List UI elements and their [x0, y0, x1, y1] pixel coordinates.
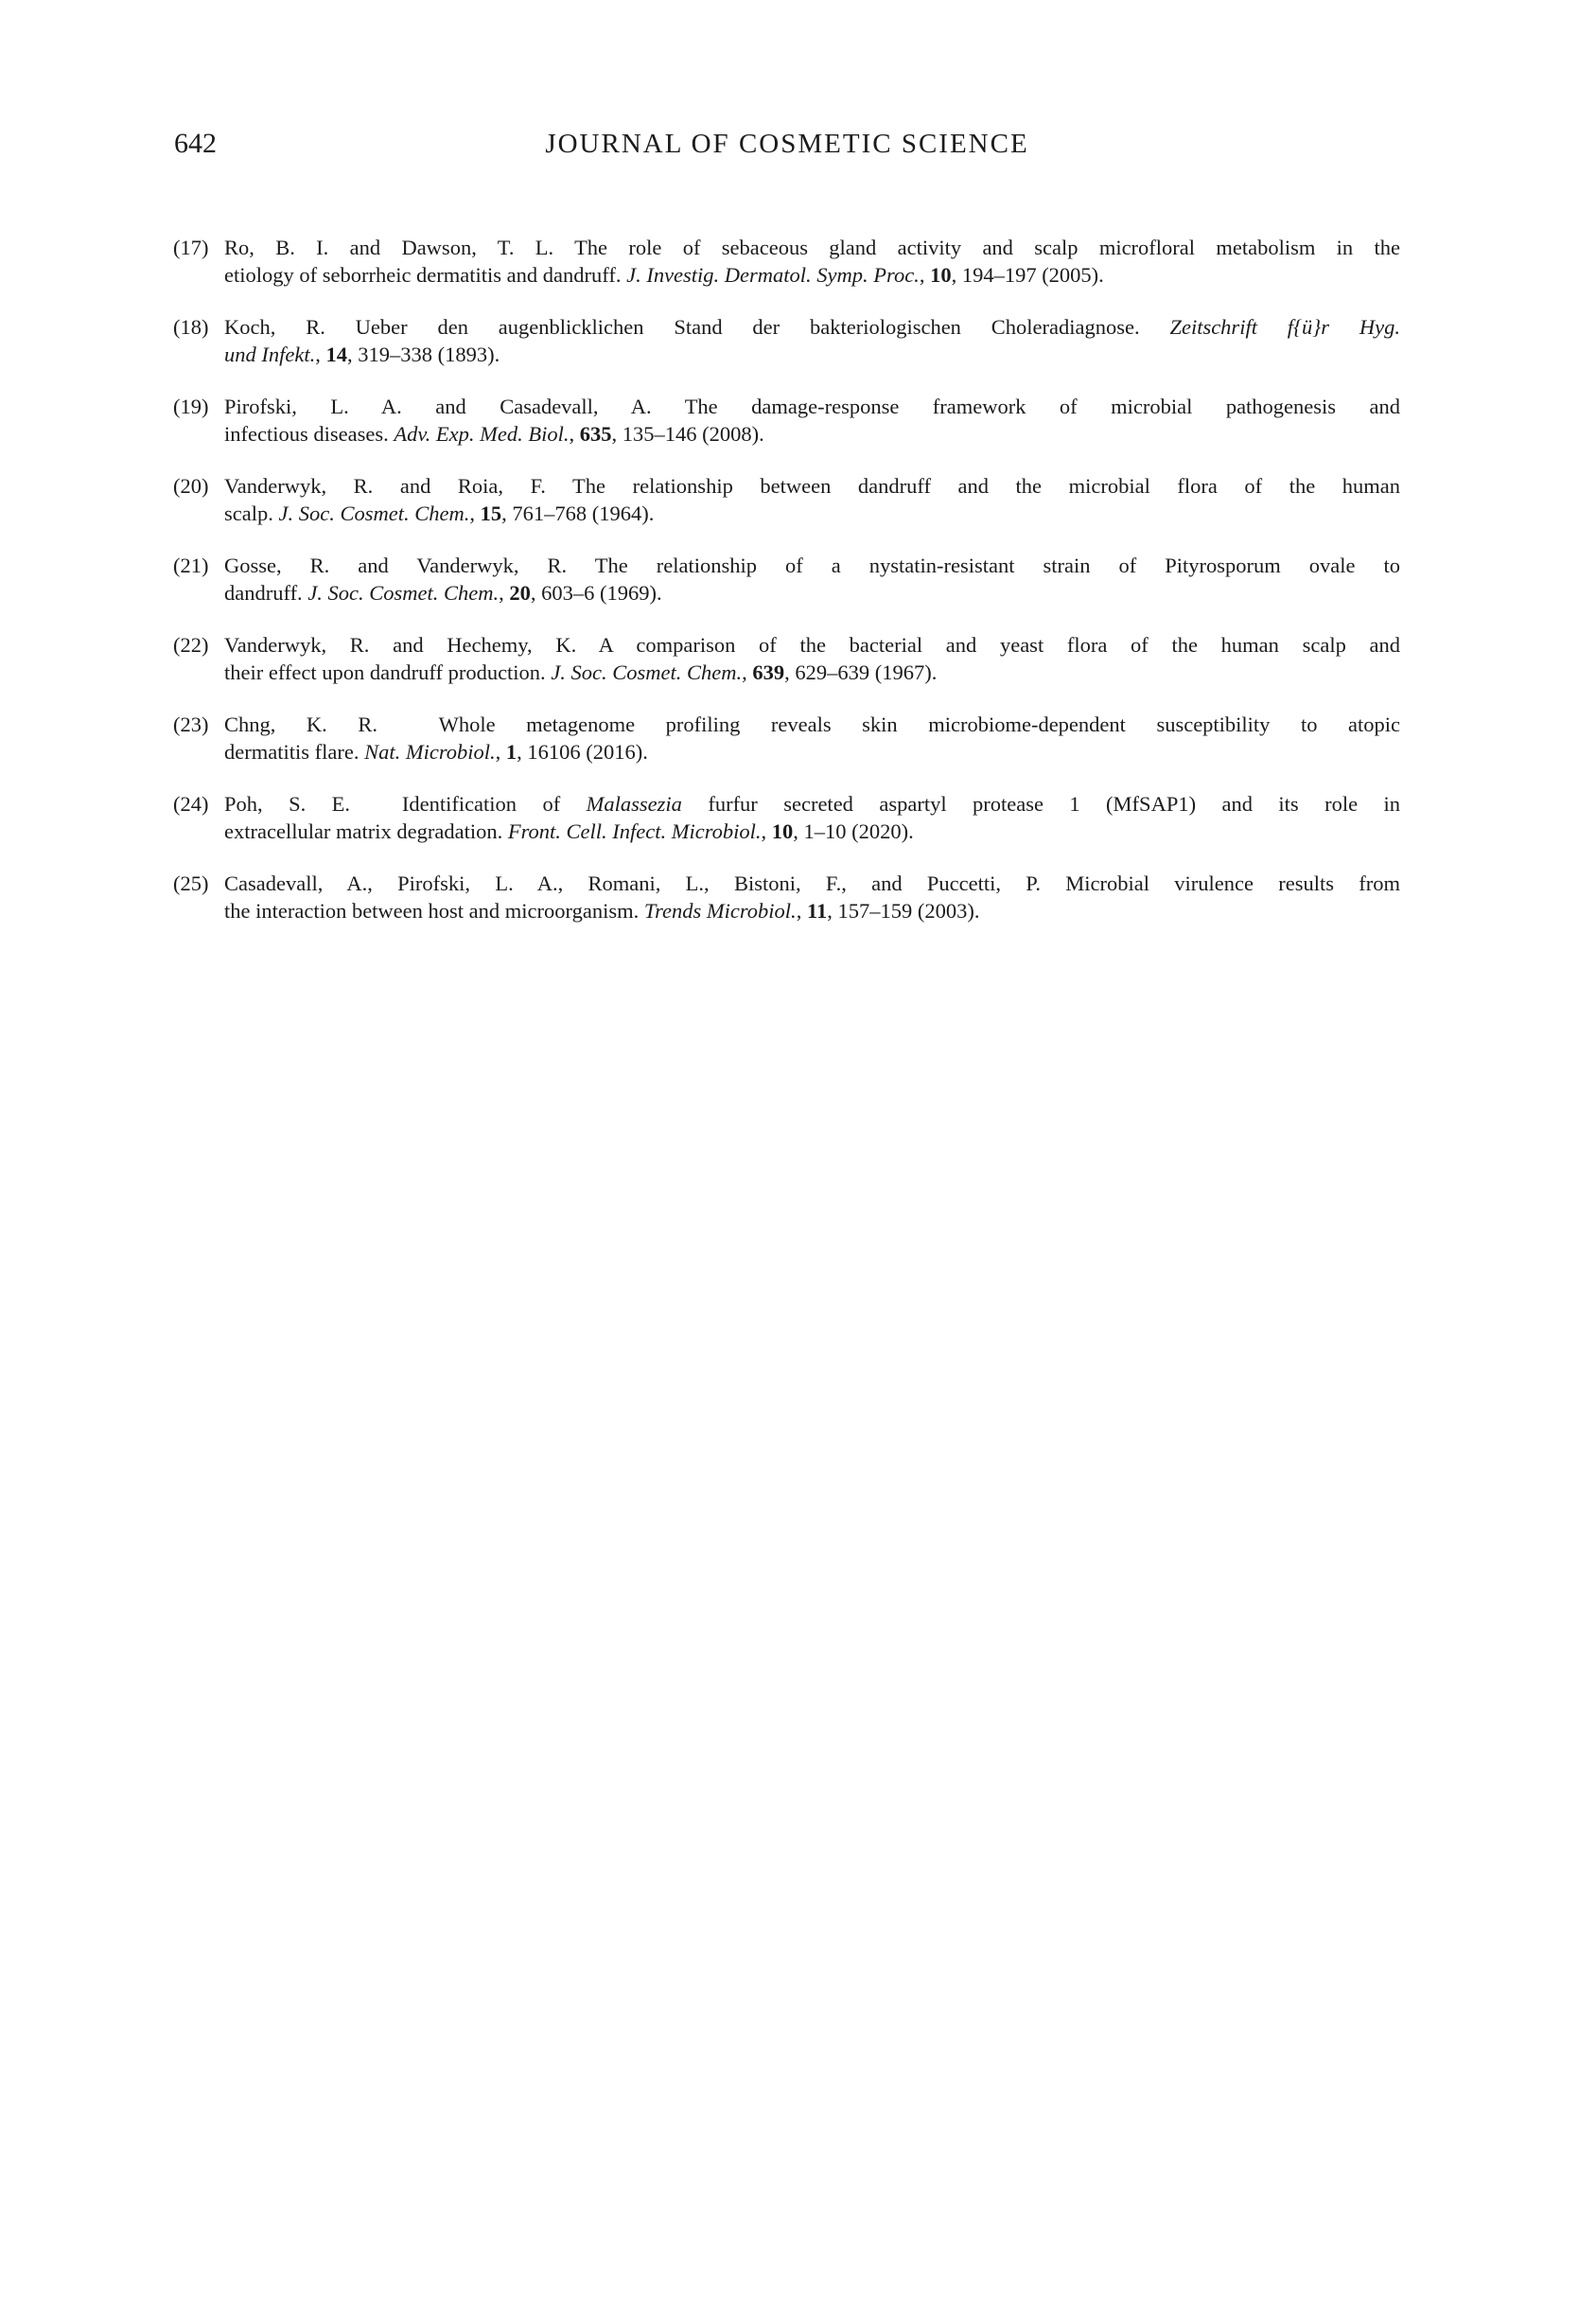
text-segment: Chng, K. R. Whole metagenome profiling reveals skin microbiome-dependent susceptibility to atopic	[224, 713, 1400, 736]
page-header	[174, 125, 1400, 165]
reference-line	[224, 500, 1400, 527]
reference-line	[224, 631, 1400, 659]
reference-number: (18)	[173, 315, 209, 339]
references-list	[173, 234, 1400, 949]
reference-line	[224, 420, 1400, 448]
volume-number: 15	[480, 502, 502, 525]
reference-line	[224, 738, 1400, 766]
text-segment: , 1–10 (2020).	[793, 819, 914, 843]
reference-item	[173, 870, 1400, 924]
text-segment: etiology of seborrheic dermatitis and dandruff.	[224, 263, 627, 287]
text-segment: ,	[742, 660, 753, 684]
italic-segment: Nat. Microbiol.	[364, 740, 496, 764]
reference-number: (24)	[173, 792, 209, 816]
reference-line	[224, 261, 1400, 289]
reference-number: (25)	[173, 871, 209, 895]
text-segment: , 135–146 (2008).	[611, 422, 764, 446]
text-segment: the interaction between host and microorganism.	[224, 899, 644, 923]
reference-line	[224, 870, 1400, 897]
text-segment: scalp.	[224, 502, 279, 525]
volume-number: 14	[325, 343, 347, 366]
reference-item	[173, 790, 1400, 845]
text-segment: Gosse, R. and Vanderwyk, R. The relationship of a nystatin-resistant strain of Pityrosporum ovale to	[224, 554, 1400, 577]
text-segment: ,	[499, 581, 510, 605]
reference-item	[173, 472, 1400, 527]
italic-segment: J. Soc. Cosmet. Chem.	[278, 502, 470, 525]
text-segment: extracellular matrix degradation.	[224, 819, 508, 843]
text-segment: , 319–338 (1893).	[346, 343, 500, 366]
volume-number: 10	[771, 819, 794, 843]
page-number: 642	[174, 128, 217, 159]
reference-text	[224, 790, 1400, 845]
text-segment: infectious diseases.	[224, 422, 395, 446]
reference-line	[224, 579, 1400, 607]
text-segment: , 629–639 (1967).	[784, 660, 938, 684]
journal-title: JOURNAL OF COSMETIC SCIENCE	[545, 129, 1029, 159]
volume-number: 11	[806, 899, 828, 923]
reference-text	[224, 552, 1400, 607]
reference-text	[224, 870, 1400, 924]
text-segment: ,	[796, 899, 807, 923]
reference-line	[224, 552, 1400, 579]
reference-item	[173, 711, 1400, 766]
text-segment: , 157–159 (2003).	[827, 899, 980, 923]
reference-text	[224, 472, 1400, 527]
reference-item	[173, 631, 1400, 686]
text-segment: their effect upon dandruff production.	[224, 660, 552, 684]
reference-text	[224, 393, 1400, 448]
text-segment: , 16106 (2016).	[517, 740, 648, 764]
reference-line	[224, 659, 1400, 686]
text-segment: ,	[761, 819, 772, 843]
reference-line	[224, 313, 1400, 341]
volume-number: 1	[505, 740, 517, 764]
text-segment: ,	[495, 740, 506, 764]
volume-number: 10	[930, 263, 952, 287]
text-segment: Vanderwyk, R. and Roia, F. The relationship between dandruff and the microbial flora of the human	[224, 474, 1400, 498]
reference-line	[224, 818, 1400, 845]
italic-segment: J. Soc. Cosmet. Chem.	[551, 660, 743, 684]
reference-text	[224, 631, 1400, 686]
italic-segment: Zeitschrift f{ü}r Hyg.	[1169, 315, 1400, 339]
text-segment: , 761–768 (1964).	[501, 502, 655, 525]
reference-line	[224, 790, 1400, 818]
text-segment: Poh, S. E. Identification of	[224, 792, 587, 816]
text-segment: Casadevall, A., Pirofski, L. A., Romani, L., Bistoni, F., and Puccetti, P. Microbial virulence results from	[224, 871, 1400, 895]
text-segment: ,	[569, 422, 580, 446]
text-segment: , 194–197 (2005).	[951, 263, 1104, 287]
italic-segment: Malassezia	[586, 792, 682, 816]
text-segment: ,	[919, 263, 931, 287]
text-segment: ,	[315, 343, 326, 366]
reference-number: (19)	[173, 395, 209, 418]
reference-line	[224, 393, 1400, 420]
reference-number: (17)	[173, 236, 209, 259]
italic-segment: Front. Cell. Infect. Microbiol.	[507, 819, 762, 843]
text-segment: Pirofski, L. A. and Casadevall, A. The damage-response framework of microbial pathogenesis and	[224, 395, 1400, 418]
volume-number: 20	[509, 581, 531, 605]
text-segment: dandruff.	[224, 581, 308, 605]
reference-text	[224, 313, 1400, 368]
text-segment: Ro, B. I. and Dawson, T. L. The role of sebaceous gland activity and scalp microfloral metabolism in the	[224, 236, 1400, 259]
reference-line	[224, 341, 1400, 368]
reference-line	[224, 234, 1400, 261]
reference-line	[224, 472, 1400, 500]
text-segment: Koch, R. Ueber den augenblicklichen Stand der bakteriologischen Choleradiagnose.	[224, 315, 1170, 339]
reference-item	[173, 393, 1400, 448]
italic-segment: Trends Microbiol.	[643, 899, 797, 923]
volume-number: 635	[579, 422, 612, 446]
reference-item	[173, 313, 1400, 368]
text-segment: , 603–6 (1969).	[530, 581, 662, 605]
italic-segment: Adv. Exp. Med. Biol.	[394, 422, 570, 446]
reference-number: (23)	[173, 713, 209, 736]
reference-line	[224, 897, 1400, 924]
reference-item	[173, 552, 1400, 607]
reference-number: (22)	[173, 633, 209, 657]
reference-text	[224, 234, 1400, 289]
text-segment: furfur secreted aspartyl protease 1 (MfSAP1) and its role in	[681, 792, 1401, 816]
reference-item	[173, 234, 1400, 289]
italic-segment: J. Soc. Cosmet. Chem.	[307, 581, 500, 605]
italic-segment: und Infekt.	[224, 343, 316, 366]
reference-line	[224, 711, 1400, 738]
italic-segment: J. Investig. Dermatol. Symp. Proc.	[626, 263, 920, 287]
text-segment: ,	[469, 502, 481, 525]
reference-number: (20)	[173, 474, 209, 498]
text-segment: dermatitis flare.	[224, 740, 365, 764]
text-segment: Vanderwyk, R. and Hechemy, K. A comparison of the bacterial and yeast flora of the human scalp and	[224, 633, 1400, 657]
volume-number: 639	[752, 660, 785, 684]
reference-number: (21)	[173, 554, 209, 577]
reference-text	[224, 711, 1400, 766]
